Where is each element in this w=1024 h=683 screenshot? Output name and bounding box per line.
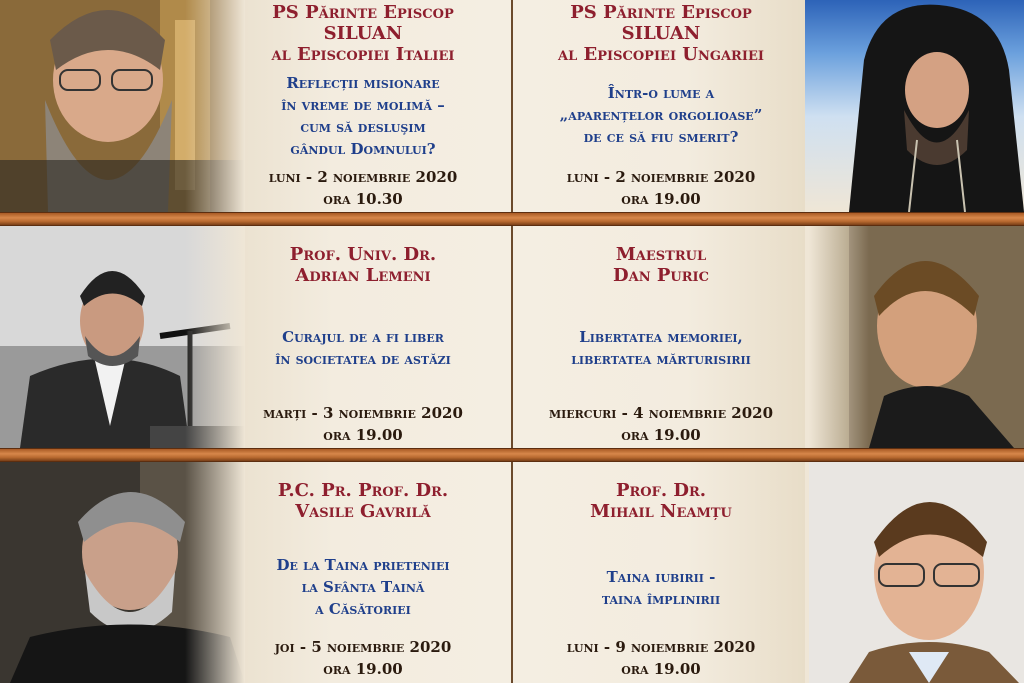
- speaker-title: PS Părinte Episcop: [272, 2, 454, 23]
- speaker-title: Prof. Univ. Dr.: [289, 244, 437, 265]
- speaker-name: [215, 480, 511, 522]
- speaker-first-name: SILUAN: [323, 23, 403, 44]
- speaker-first-name: SILUAN: [621, 23, 701, 44]
- event-card: [513, 462, 809, 683]
- speaker-photo-adrian-lemeni: [0, 226, 245, 448]
- event-card: [215, 0, 511, 212]
- speaker-photo-dan-puric: [809, 226, 1024, 448]
- event-row-3: [0, 462, 1024, 683]
- speaker-photo-siluan-hungary: [809, 0, 1024, 212]
- event-card: [513, 226, 809, 448]
- lecture-date: luni - 2 noiembrie 2020 ora 19.00: [566, 168, 756, 208]
- lecture-date: joi - 5 noiembrie 2020 ora 19.00: [274, 638, 452, 678]
- lecture-topic: Într-o lume a „aparențelor orgolioase” de ce să fiu smerit?: [559, 84, 763, 146]
- wooden-separator-bar: [0, 212, 1024, 226]
- event-card: [215, 462, 511, 683]
- event-row-2: [0, 226, 1024, 448]
- speaker-title: Prof. Dr.: [615, 480, 707, 501]
- speaker-diocese: al Episcopiei Ungariei: [558, 44, 764, 65]
- lecture-date: marți - 3 noiembrie 2020 ora 19.00: [263, 404, 463, 444]
- speaker-name: [215, 2, 511, 65]
- event-row-1: [0, 0, 1024, 212]
- speaker-title: P.C. Pr. Prof. Dr.: [277, 480, 449, 501]
- event-card: [215, 226, 511, 448]
- lecture-date: luni - 9 noiembrie 2020 ora 19.00: [566, 638, 756, 678]
- speaker-name: [513, 244, 809, 286]
- speaker-title: Maestrul: [615, 244, 707, 265]
- lecture-topic: Libertatea memoriei, libertatea mărturisirii: [571, 328, 751, 368]
- lecture-topic: De la Taina prieteniei la Sfânta Taină a Căsătoriei: [276, 556, 450, 618]
- speaker-full-name: Vasile Gavrilă: [295, 501, 431, 522]
- speaker-name: [215, 244, 511, 286]
- lecture-topic: Curajul de a fi liber în societatea de astăzi: [275, 328, 451, 368]
- lecture-topic: Taina iubirii - taina împlinirii: [601, 568, 721, 608]
- lecture-topic: Reflecții misionare în vreme de molimă – cum să desluşim gândul Domnului?: [281, 74, 445, 158]
- speaker-full-name: Mihail Neamțu: [590, 501, 732, 522]
- speaker-title: PS Părinte Episcop: [570, 2, 752, 23]
- wooden-separator-bar: [0, 448, 1024, 462]
- speaker-photo-vasile-gavrila: [0, 462, 245, 683]
- speaker-full-name: Adrian Lemeni: [295, 265, 431, 286]
- speaker-full-name: Dan Puric: [613, 265, 709, 286]
- lecture-date: luni - 2 noiembrie 2020 ora 10.30: [268, 168, 458, 208]
- speaker-photo-mihail-neamtu: [809, 462, 1024, 683]
- speaker-name: [513, 480, 809, 522]
- lecture-date: miercuri - 4 noiembrie 2020 ora 19.00: [548, 404, 774, 444]
- event-card: [513, 0, 809, 212]
- speaker-diocese: al Episcopiei Italiei: [271, 44, 455, 65]
- speaker-photo-siluan-italy: [0, 0, 245, 212]
- speaker-name: [513, 2, 809, 65]
